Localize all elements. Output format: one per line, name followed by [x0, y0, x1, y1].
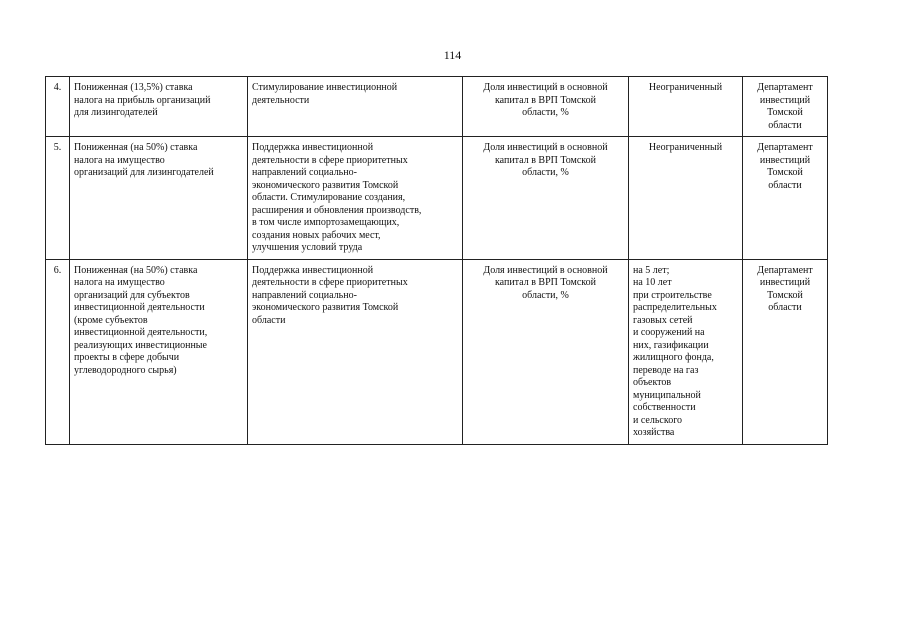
cell-responsible-line: Департамент: [757, 142, 813, 153]
cell-term-line: них, газификации: [633, 339, 709, 351]
cell-goal-line: направлений социально-: [252, 289, 357, 301]
cell-term-line: объектов: [633, 377, 672, 388]
cell-measure-line: проекты в сфере добычи: [74, 352, 180, 363]
cell-indicator-line: области, %: [522, 107, 569, 118]
cell-measure-line: Пониженная (на 50%) ставка: [74, 264, 198, 276]
cell-goal-line: деятельности в сфере приоритетных: [252, 277, 408, 288]
cell-goal-line: улучшения условий труда: [252, 242, 363, 253]
cell-term-line: на 10 лет: [633, 277, 672, 288]
cell-measure: [70, 137, 248, 260]
cell-responsible: [743, 77, 828, 137]
cell-responsible-line: инвестиций: [759, 277, 811, 288]
cell-responsible: [743, 137, 828, 260]
cell-term-line: Неограниченный: [648, 142, 723, 153]
cell-term-line: и сельского: [633, 414, 683, 426]
cell-goal-line: деятельности в сфере приоритетных: [252, 154, 408, 166]
cell-responsible-line: Томской: [767, 289, 803, 301]
table-row: [46, 259, 828, 444]
cell-indicator-line: Доля инвестиций в основной: [483, 82, 608, 93]
cell-goal: [248, 77, 463, 137]
page-number: 114: [443, 48, 462, 62]
cell-goal-line: Стимулирование инвестиционной: [252, 82, 398, 93]
cell-indicator-line: капитал в ВРП Томской: [494, 277, 597, 288]
cell-measure-line: налога на имущество: [74, 154, 165, 166]
cell-measure-line: (кроме субъектов: [74, 314, 148, 326]
cell-goal-line: направлений социально-: [252, 167, 357, 178]
cell-indicator-line: области, %: [522, 289, 569, 301]
cell-goal-line: Поддержка инвестиционной: [252, 264, 374, 276]
cell-responsible-line: инвестиций: [759, 154, 811, 166]
cell-term-line: и сооружений на: [633, 327, 705, 338]
cell-responsible: [743, 259, 828, 444]
cell-responsible-line: Томской: [767, 107, 803, 118]
table-row: [46, 77, 828, 137]
cell-measure: [70, 77, 248, 137]
cell-indicator: [463, 77, 629, 137]
cell-responsible-line: Департамент: [757, 264, 813, 276]
cell-term-line: собственности: [633, 402, 696, 413]
cell-goal-line: создания новых рабочих мест,: [252, 229, 381, 241]
cell-goal-line: области: [252, 314, 286, 326]
cell-term-line: газовых сетей: [633, 314, 693, 326]
cell-goal: [248, 259, 463, 444]
cell-term-line: муниципальной: [633, 389, 701, 401]
cell-goal-line: области. Стимулирование создания,: [252, 192, 406, 203]
table-body: [46, 77, 828, 445]
cell-number: 6.: [46, 259, 70, 444]
cell-goal-line: экономического развития Томской: [252, 302, 399, 313]
cell-term: [629, 77, 743, 137]
cell-responsible-line: области: [768, 119, 802, 131]
cell-measure-line: организаций для лизингодателей: [74, 167, 214, 178]
cell-term-line: на 5 лет;: [633, 264, 670, 276]
cell-goal: [248, 137, 463, 260]
cell-measure-line: углеводородного сырья): [74, 364, 177, 376]
cell-term-line: при строительстве: [633, 289, 712, 301]
cell-indicator-line: капитал в ВРП Томской: [494, 154, 597, 166]
cell-responsible-line: области: [768, 302, 802, 313]
cell-term: [629, 259, 743, 444]
cell-measure-line: инвестиционной деятельности: [74, 302, 205, 313]
cell-responsible-line: области: [768, 179, 802, 191]
cell-goal-line: расширения и обновления производств,: [252, 204, 422, 216]
cell-indicator: [463, 137, 629, 260]
cell-indicator: [463, 259, 629, 444]
cell-term-line: распределительных: [633, 302, 717, 313]
cell-measure-line: инвестиционной деятельности,: [74, 327, 208, 338]
cell-measure-line: Пониженная (13,5%) ставка: [74, 82, 193, 93]
cell-measure-line: Пониженная (на 50%) ставка: [74, 142, 198, 153]
cell-term-line: хозяйства: [633, 427, 675, 438]
cell-term-line: жилищного фонда,: [633, 352, 714, 363]
cell-measure: [70, 259, 248, 444]
cell-measure-line: реализующих инвестиционные: [74, 339, 207, 351]
cell-responsible-line: Департамент: [757, 82, 813, 93]
cell-measure-line: организаций для субъектов: [74, 289, 190, 301]
table-row: [46, 137, 828, 260]
cell-indicator-line: Доля инвестиций в основной: [483, 264, 608, 276]
cell-responsible-line: инвестиций: [759, 94, 811, 106]
cell-indicator-line: Доля инвестиций в основной: [483, 142, 608, 153]
cell-goal-line: деятельности: [252, 94, 310, 106]
cell-indicator-line: области, %: [522, 167, 569, 178]
cell-measure-line: налога на имущество: [74, 277, 165, 288]
cell-measure-line: налога на прибыль организаций: [74, 94, 211, 106]
cell-goal-line: Поддержка инвестиционной: [252, 142, 374, 153]
cell-number: 5.: [46, 137, 70, 260]
cell-number: 4.: [46, 77, 70, 137]
cell-term: [629, 137, 743, 260]
cell-term-line: Неограниченный: [648, 82, 723, 93]
tax-measures-table: [45, 76, 828, 445]
cell-responsible-line: Томской: [767, 167, 803, 178]
cell-goal-line: экономического развития Томской: [252, 179, 399, 191]
cell-term-line: переводе на газ: [633, 364, 699, 376]
cell-goal-line: в том числе импортозамещающих,: [252, 217, 400, 228]
cell-measure-line: для лизингодателей: [74, 107, 158, 118]
cell-indicator-line: капитал в ВРП Томской: [494, 94, 597, 106]
